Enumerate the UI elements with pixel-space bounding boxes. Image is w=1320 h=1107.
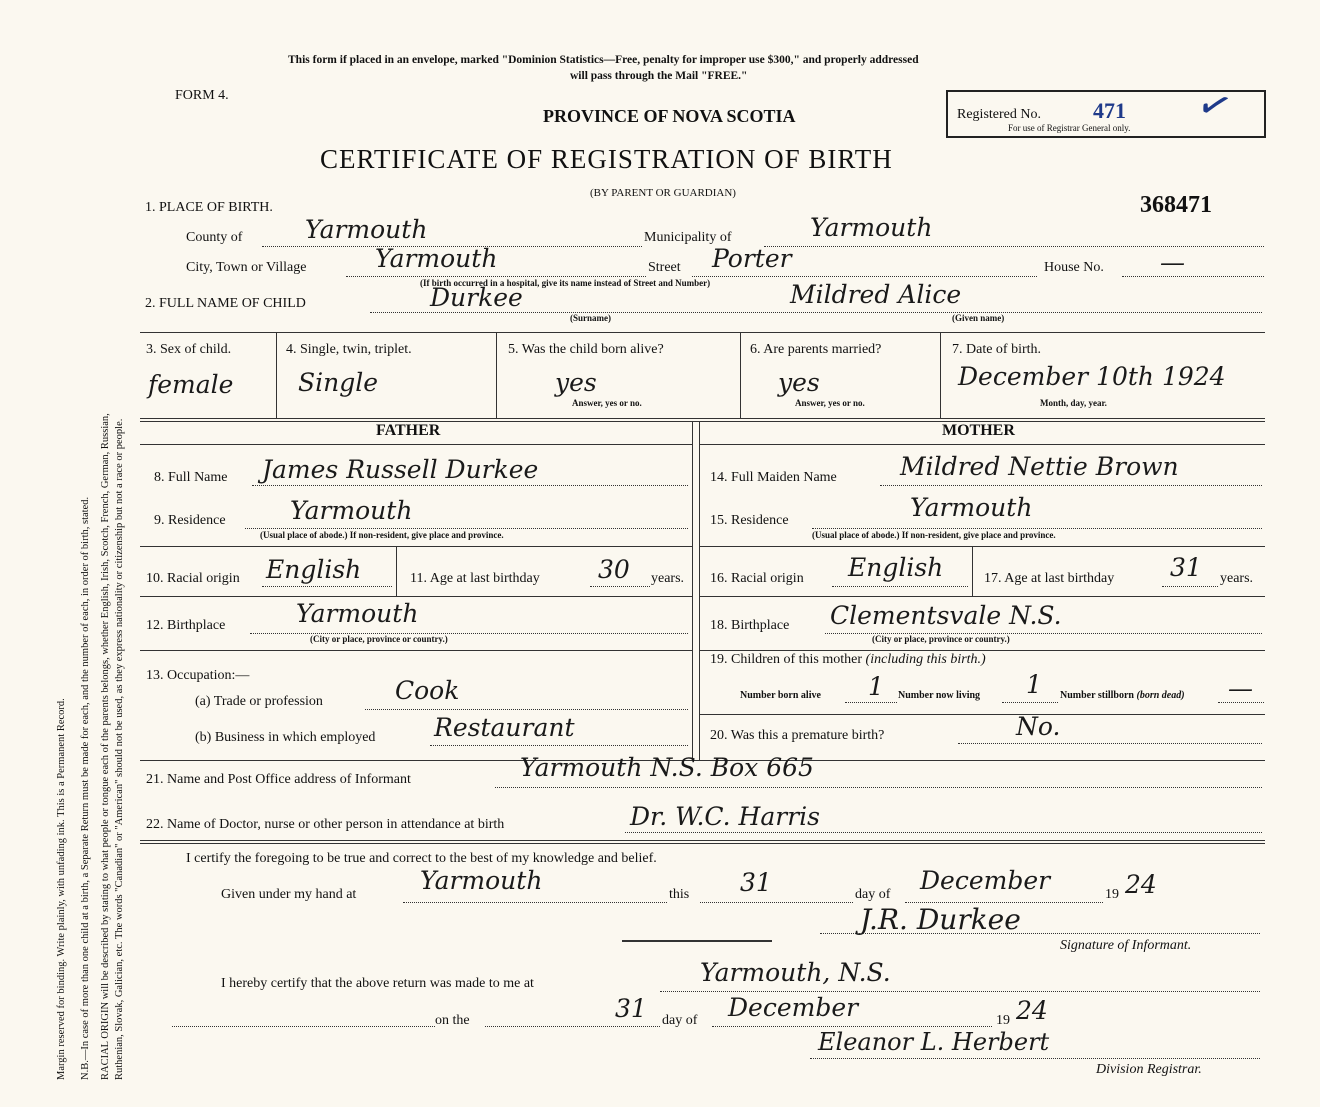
doctor-value: Dr. W.C. Harris (630, 802, 820, 831)
premature-label: 20. Was this a premature birth? (710, 728, 885, 743)
signature-label: Signature of Informant. (1060, 938, 1192, 953)
street-value: Porter (712, 244, 792, 273)
father-racial-label: 10. Racial origin (146, 571, 240, 586)
father-residence-note: (Usual place of abode.) If non-resident, give place and province. (260, 530, 504, 540)
father-residence-label: 9. Residence (154, 513, 226, 528)
place-of-birth-label: 1. PLACE OF BIRTH. (145, 200, 273, 215)
margin-note-2: N.B.—In case of more than one child at a birth, a Separate Return must be made for each, and the number of each, in order of birth, stated. (80, 496, 91, 1080)
reg-day-of-label: day of (662, 1013, 698, 1028)
cert-day-value: 31 (740, 868, 772, 897)
father-age-unit: years. (651, 571, 685, 586)
mother-residence-note: (Usual place of abode.) If non-resident, give place and province. (812, 530, 1056, 540)
mother-racial-label: 16. Racial origin (710, 571, 804, 586)
father-name-label: 8. Full Name (154, 470, 228, 485)
born-alive-label: Number born alive (740, 690, 821, 701)
children-label (710, 652, 986, 668)
children-label-text: 19. Children of this mother (710, 652, 863, 667)
municipality-label: Municipality of (644, 230, 732, 245)
sex-label: 3. Sex of child. (146, 342, 232, 357)
cert-year-value: 24 (1125, 870, 1157, 899)
stillborn-label: Number stillborn (1060, 690, 1134, 701)
certificate-title: CERTIFICATE OF REGISTRATION OF BIRTH (320, 144, 893, 174)
plurality-value: Single (298, 368, 379, 397)
city-label: City, Town or Village (186, 260, 307, 275)
margin-note-4: Ruthenian, Slovak, Galician, etc. The words "Canadian" or "American" should not be used, as they express nationality or citizenship but not a race or people. (114, 418, 125, 1080)
business-value: Restaurant (434, 713, 575, 742)
day-of-label: day of (855, 887, 891, 902)
now-living-label: Number now living (898, 690, 981, 701)
dob-note: Month, day, year. (1040, 398, 1107, 408)
margin-note-1: Margin reserved for binding. Write plainly, with unfading ink. This is a Permanent Record. (56, 698, 67, 1080)
county-value: Yarmouth (305, 215, 428, 244)
child-surname-value: Durkee (430, 283, 523, 312)
trade-label: (a) Trade or profession (195, 694, 323, 709)
father-age-value: 30 (598, 555, 630, 584)
married-value: yes (778, 368, 820, 397)
child-name-label: 2. FULL NAME OF CHILD (145, 296, 306, 311)
registrar-place-value: Yarmouth, N.S. (700, 958, 891, 987)
mother-age-unit: years. (1220, 571, 1254, 586)
city-value: Yarmouth (375, 244, 498, 273)
now-living-value: 1 (1026, 670, 1042, 699)
stillborn-note: (born dead) (1136, 690, 1185, 701)
mother-residence-value: Yarmouth (910, 493, 1033, 522)
father-name-value: James Russell Durkee (262, 455, 539, 484)
certify-statement: I certify the foregoing to be true and correct to the best of my knowledge and belief. (186, 851, 657, 866)
alive-value: yes (555, 368, 597, 397)
county-label: County of (186, 230, 243, 245)
mail-notice-line2: will pass through the Mail "FREE." (570, 70, 748, 82)
on-the-label: on the (435, 1013, 470, 1028)
cert-month-value: December (920, 866, 1051, 895)
mother-birthplace-value: Clementsvale N.S. (830, 601, 1062, 630)
business-label: (b) Business in which employed (195, 730, 376, 745)
registrar-note: For use of Registrar General only. (1008, 123, 1131, 133)
alive-note: Answer, yes or no. (572, 398, 642, 408)
father-residence-value: Yarmouth (290, 496, 413, 525)
mail-notice-line1: This form if placed in an envelope, marked "Dominion Statistics—Free, penalty for improper use $300," and properly addressed (288, 54, 919, 66)
children-note: (including this birth.) (865, 652, 986, 667)
registrar-statement: I hereby certify that the above return was made to me at (221, 976, 534, 991)
mother-name-value: Mildred Nettie Brown (900, 452, 1179, 481)
stillborn-value: — (1228, 674, 1253, 703)
reg-year-value: 24 (1016, 996, 1048, 1025)
married-note: Answer, yes or no. (795, 398, 865, 408)
stillborn-label-wrap (1060, 690, 1185, 701)
mother-age-value: 31 (1170, 553, 1202, 582)
division-registrar-label: Division Registrar. (1096, 1062, 1202, 1077)
mother-residence-label: 15. Residence (710, 513, 789, 528)
born-alive-value: 1 (868, 672, 884, 701)
father-age-label: 11. Age at last birthday (410, 571, 540, 586)
father-birthplace-note: (City or place, province or country.) (310, 634, 448, 644)
year-prefix: 19 (1105, 887, 1119, 902)
margin-note-3: RACIAL ORIGIN will be described by stating to what people or tongue each of the parents belongs, whether English, Irish, Scotch, French, German, Russian, (100, 413, 111, 1080)
registered-label: Registered No. (957, 107, 1041, 122)
premature-value: No. (1016, 712, 1061, 741)
father-heading: FATHER (376, 422, 441, 439)
serial-number: 368471 (1140, 192, 1212, 218)
form-number: FORM 4. (175, 88, 229, 103)
checkmark-icon: ✓ (1191, 78, 1239, 133)
registrar-signature: Eleanor L. Herbert (818, 1028, 1050, 1056)
informant-signature: J.R. Durkee (860, 903, 1021, 936)
given-name-note: (Given name) (952, 313, 1005, 323)
father-birthplace-label: 12. Birthplace (146, 618, 226, 633)
mother-age-label: 17. Age at last birthday (984, 571, 1115, 586)
hospital-note: (If birth occurred in a hospital, give its name instead of Street and Number) (420, 278, 711, 288)
reg-day-value: 31 (615, 994, 647, 1023)
father-birthplace-value: Yarmouth (296, 599, 419, 628)
registered-number: 471 (1093, 98, 1126, 123)
house-label: House No. (1044, 260, 1104, 275)
child-given-value: Mildred Alice (790, 280, 962, 309)
dob-label: 7. Date of birth. (952, 342, 1042, 357)
sex-value: female (148, 370, 234, 399)
trade-value: Cook (395, 676, 460, 705)
mother-heading: MOTHER (942, 422, 1015, 439)
mother-name-label: 14. Full Maiden Name (710, 470, 837, 485)
married-label: 6. Are parents married? (750, 342, 882, 357)
registered-box (946, 78, 1266, 138)
dob-value: December 10th 1924 (958, 362, 1226, 391)
reg-year-prefix: 19 (996, 1013, 1010, 1028)
given-place-value: Yarmouth (420, 866, 543, 895)
given-label: Given under my hand at (221, 887, 357, 902)
doctor-label: 22. Name of Doctor, nurse or other person in attendance at birth (146, 817, 505, 832)
surname-note: (Surname) (570, 313, 611, 323)
mother-birthplace-label: 18. Birthplace (710, 618, 790, 633)
street-label: Street (648, 260, 681, 275)
informant-value: Yarmouth N.S. Box 665 (520, 753, 814, 782)
this-label: this (669, 887, 690, 902)
father-racial-value: English (266, 555, 362, 584)
house-value: — (1160, 248, 1185, 277)
province-title: PROVINCE OF NOVA SCOTIA (543, 106, 796, 126)
occupation-label: 13. Occupation:— (146, 668, 250, 683)
mother-birthplace-note: (City or place, province or country.) (872, 634, 1010, 644)
certificate-subtitle: (BY PARENT OR GUARDIAN) (590, 187, 736, 199)
alive-label: 5. Was the child born alive? (508, 342, 664, 357)
mother-racial-value: English (848, 553, 944, 582)
plurality-label: 4. Single, twin, triplet. (286, 342, 412, 357)
reg-month-value: December (728, 993, 859, 1022)
informant-label: 21. Name and Post Office address of Informant (146, 772, 411, 787)
municipality-value: Yarmouth (810, 213, 933, 242)
